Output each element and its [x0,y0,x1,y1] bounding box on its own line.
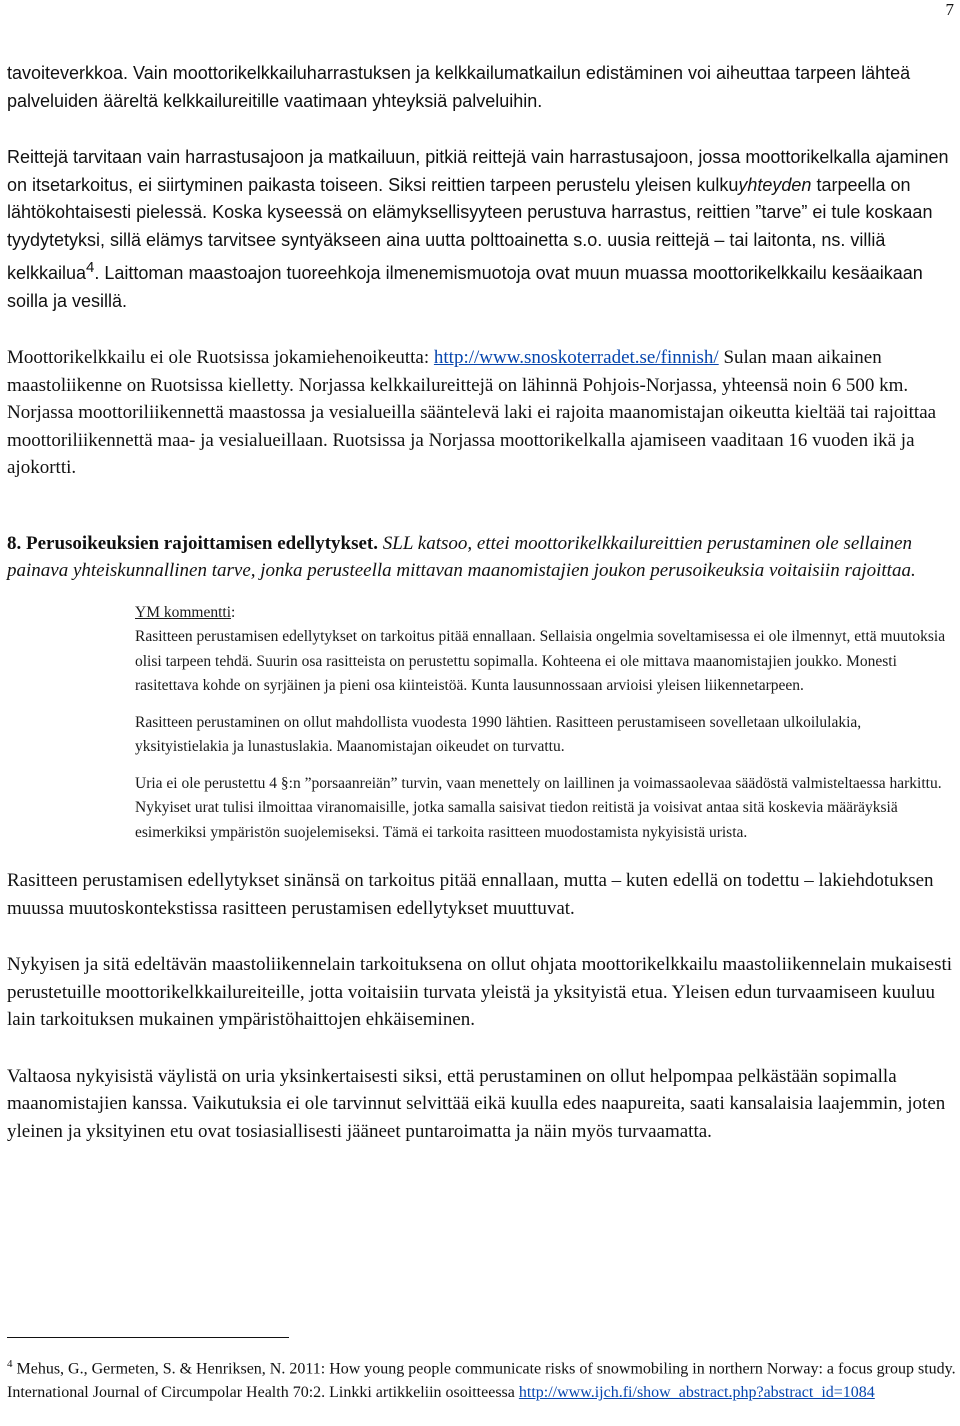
section-8-sll-statement: SLL katsoo, ettei moottorikelkkailureittien perustaminen ole sellainen painava yhteiskunnallinen tarve, jonka perusteella mittavan maanomistajien joukon perusoikeuksia voitaisiin rajoittaa. [7,532,916,581]
page-number: 7 [945,0,954,19]
paragraph-purpose: Nykyisen ja sitä edeltävän maastoliikennelain tarkoituksena on ollut ohjata moottorikelkkailu maastoliikennelain mukaisesti perustetuille moottorikelkkailureiteille, jotta voitaisiin turvata yleistä ja yksityistä etua. Yleisen edun turvaamiseen kuuluu lain tarkoituksen mukainen ympäristöhaittojen ehkäiseminen. [7,954,953,1030]
snoskoterradet-link[interactable]: http://www.snoskoterradet.se/finnish/ [433,347,719,368]
document-body [7,60,957,1145]
paragraph-sweden-text-a: Moottorikelkkailu ei ole Ruotsissa jokamiehenoikeutta: [7,347,434,368]
footnote-reference[interactable]: 4 [86,259,95,276]
footnote [7,1352,957,1405]
paragraph-routes-text-a: Reittejä tarvitaan vain harrastusajoon ja matkailuun, pitkiä reittejä vain harrastusajoon, jossa moottorikelkalla ajaminen on itsetarkoitus, ei siirtyminen paikasta toiseen. Siksi reittien tarpeen perustelu yleisen kulku [7,147,949,195]
paragraph-intro: tavoiteverkkoa. Vain moottorikelkkailuharrastuksen ja kelkkailumatkailun edistäminen voi aiheuttaa tarpeen lähteä palveluiden ääreltä kelkkailureitille vaatimaan yhteyksiä palveluihin. [7,63,911,111]
paragraph-routes-text-b: tarpeella on lähtökohtaisesti pielessä. Koska kyseessä on elämyksellisyyteen perustuva harrastus, reittien ”tarve” ei tule koskaan tyydytetyksi, sillä elämys tarvitsee syntyäkseen aina uutta polttoainetta s.o. uusia reittejä – tai laitonta, ns. villiä kelkkailua [7,174,933,283]
paragraph-routes-italic: yhteyden [738,174,812,195]
section-8-paragraph [7,530,957,585]
paragraph-sweden-text-b: Sulan maan aikainen maastoliikenne on Ruotsissa kielletty. Norjassa kelkkailureittejä on lähinnä Pohjois-Norjassa, yhteensä noin 6 500 km. Norjassa moottoriliikennettä maastossa ja vesialueilla sääntelevä laki ei rajoita maanomistajan oikeutta kieltää tai rajoittaa moottoriliikennettä maa- ja vesialueillaan. Ruotsissa ja Norjassa moottorikelkalla ajamiseen vaaditaan 16 vuoden ikä ja ajokortti. [7,347,937,478]
paragraph-sweden-norway [7,344,957,482]
ym-comment-block-3: Uria ei ole perustettu 4 §:n ”porsaanreiän” turvin, vaan menettely on laillinen ja voimassaolevaa säädöstä valmisteltaessa harkittu. Nykyiset urat tulisi ilmoittaa viranomaisille, jotka samalla saisivat tiedon reitistä ja voisivat antaa sitä koskevia määräyksiä esimerkiksi ympäristön suojelemiseksi. Tämä ei tarkoita rasitteen muodostamista nykyisistä urista. [135,774,942,841]
paragraph-majority: Valtaosa nykyisistä väylistä on uria yksinkertaisesti siksi, että perustaminen on ollut helpompaa pelkästään sopimalla maanomistajien kanssa. Vaikutuksia ei ole tarvinnut selvittää eikä kuulla edes naapureita, saati kansalaisia laajemmin, joten yleinen ja yksityinen etu ovat tosiasiallisesti jääneet puntaroimatta ja näin myös turvaamatta. [7,1065,946,1142]
footnote-separator [7,1337,289,1338]
paragraph-routes-text-c: . Laittoman maastoajon tuoreehkoja ilmenemismuotoja ovat muun muassa moottorikelkkailu kesäaikaan soilla ja vesillä. [7,263,923,311]
ym-comment-block-2: Rasitteen perustaminen on ollut mahdollista vuodesta 1990 lähtien. Rasitteen perustamiseen sovelletaan ulkoilulakia, yksityistielakia ja lunastuslakia. Maanomistajan oikeudet on turvattu. [135,713,862,755]
ym-comment-title: YM kommentti [135,603,232,621]
ym-comment-colon: : [231,603,236,621]
footnote-marker: 4 [7,1358,13,1370]
ym-comment-title-line [135,601,957,626]
paragraph-routes [7,144,957,315]
footnote-link[interactable]: http://www.ijch.fi/show_abstract.php?abstract_id=1084 [518,1384,875,1402]
paragraph-conditions: Rasitteen perustamisen edellytykset sinänsä on tarkoitus pitää ennallaan, mutta – kuten edellä on todettu – lakiehdotuksen muussa muutoskontekstissa rasitteen perustamisen edellytykset muuttuvat. [7,870,934,919]
ym-comment-block-1: Rasitteen perustamisen edellytykset on tarkoitus pitää ennallaan. Sellaisia ongelmia soveltamisessa ei ole ilmennyt, että muutoksia olisi tarpeen tehdä. Suurin osa rasitteista on perustettu sopimalla. Kohteena ei ole mittava maanomistajien joukko. Monesti rasitettava kohde on syrjäinen ja pieni osa kiinteistöä. Kunta lausunnossaan arvioisi yleisen liikennetarpeen. [135,628,946,694]
section-8-heading: 8. Perusoikeuksien rajoittamisen edellytykset. [7,532,379,554]
footnote-text: Mehus, G., Germeten, S. & Henriksen, N. 2011: How young people communicate risks of snowmobiling in northern Norway: a focus group study. International Journal of Circumpolar Health 70:2. Linkki artikkeliin osoitteessa [7,1360,956,1402]
ym-comment [135,601,957,846]
